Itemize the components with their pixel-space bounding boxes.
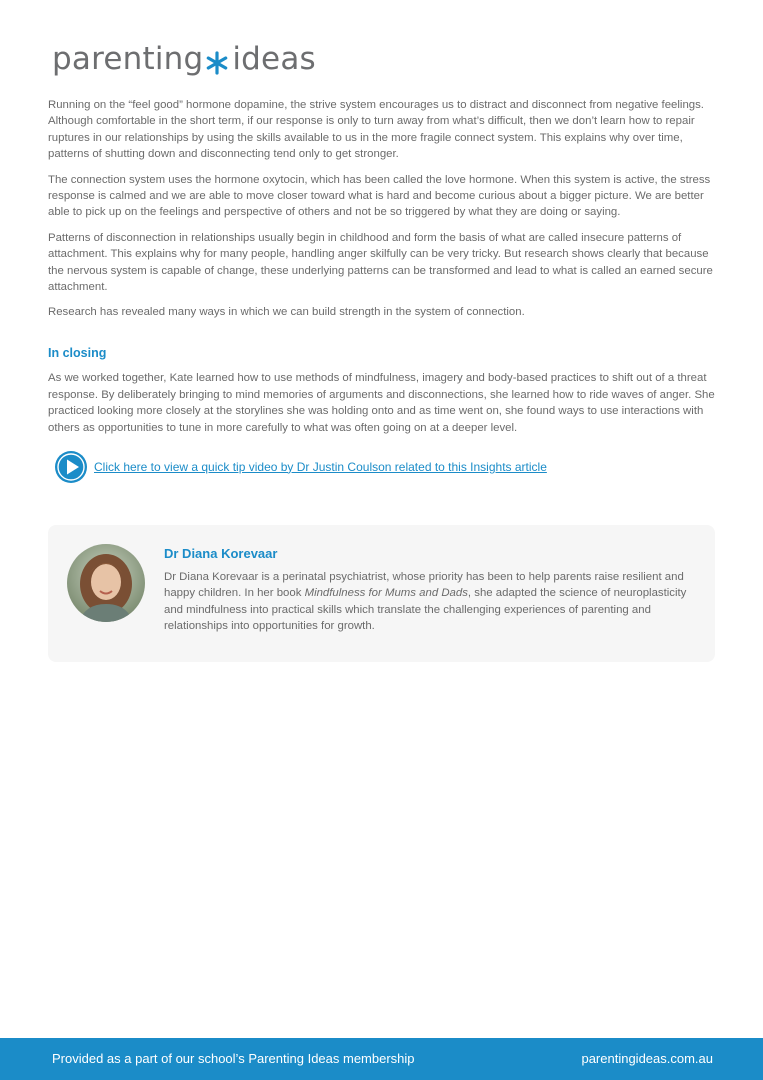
author-bio (164, 569, 692, 635)
article-body (48, 97, 718, 484)
body-paragraph-1: Running on the “feel good” hormone dopamine, the strive system encourages us to distract and disconnect from negative feelings. Although comfortable in the short term, if our response is only to turn away from what’s difficult, then we don’t learn how to repair ruptures in our relationships by using the skills available to us in the more fragile connect system. This explains why over time, patterns of shutting down and disconnecting tend only to get stronger. (48, 99, 704, 161)
author-bio-part-2: , she adapted the science of neuroplasticity and mindfulness into practical skills which translate the challenging experiences of parenting and relationships into opportunities for growth. (164, 587, 687, 633)
footer-bar (0, 1038, 763, 1080)
body-paragraph-4: Research has revealed many ways in which we can build strength in the system of connection. (48, 306, 525, 319)
body-paragraph-3: Patterns of disconnection in relationships usually begin in childhood and form the basis of what are called insecure patterns of attachment. This explains why for many people, handling anger skilfully can be very tricky. But research shows clearly that because the nervous system is capable of change, these underlying patterns can be transformed and lead to what is called an earned secure attachment. (48, 231, 713, 294)
logo-word-parenting: parenting (52, 41, 204, 77)
author-bio-part-1: Dr Diana Korevaar is a perinatal psychiatrist, whose priority has been to help parents raise resilient and happy children. In her book (164, 571, 684, 600)
body-paragraph-2: The connection system uses the hormone oxytocin, which has been called the love hormone. When this system is active, the stress response is calmed and we are able to move closer toward what is hard and become curious about a bigger picture. We are better able to pick up on the feelings and perspective of others and not be so triggered by what they are doing or saying. (48, 173, 711, 219)
play-circle-icon[interactable] (54, 450, 88, 484)
book-title: Mindfulness for Mums and Dads (304, 587, 468, 600)
author-name: Dr Diana Korevaar (164, 546, 278, 561)
author-card (48, 525, 715, 662)
asterisk-star-icon (205, 51, 229, 75)
membership-note: Provided as a part of our school’s Parenting Ideas membership (52, 1051, 415, 1066)
closing-heading: In closing (48, 345, 107, 360)
video-link-row[interactable] (54, 450, 718, 484)
video-tip-link[interactable]: Click here to view a quick tip video by Dr Justin Coulson related to this Insights article (94, 459, 547, 474)
author-photo (67, 544, 145, 622)
parenting-ideas-logo (52, 41, 316, 77)
author-avatar (67, 544, 145, 622)
logo-word-ideas: ideas (232, 41, 316, 77)
website-url[interactable]: parentingideas.com.au (581, 1051, 713, 1066)
closing-paragraph: As we worked together, Kate learned how to use methods of mindfulness, imagery and body-based practices to shift out of a threat response. By deliberately bringing to mind memories of arguments and disconnections, she learned how to ride waves of anger. She practiced looking more closely at the storylines she was holding onto and as time went on, she found ways to use interactions with others as opportunities to tune in more carefully to what was often going on at a deeper level. (48, 372, 715, 434)
